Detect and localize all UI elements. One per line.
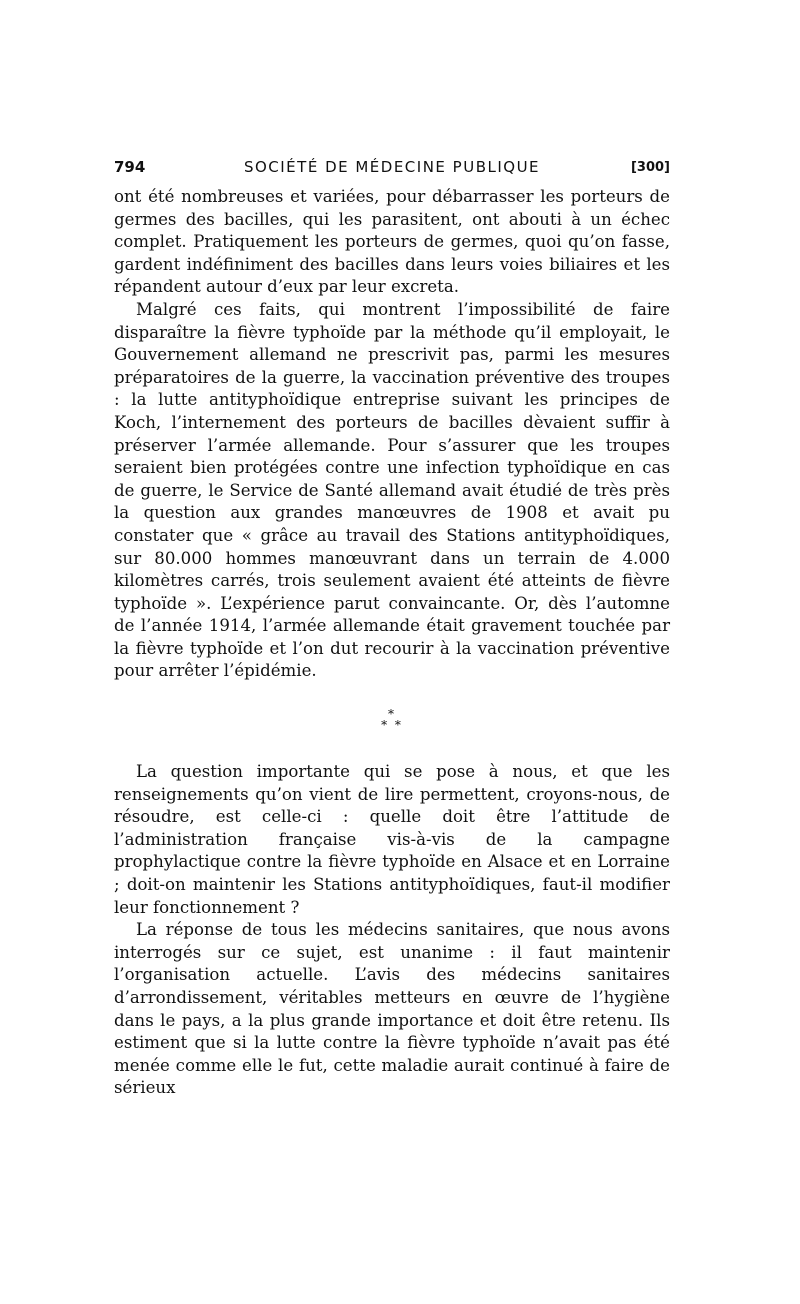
book-page xyxy=(114,158,670,1100)
paragraph-question: La question importante qui se pose à nous, et que les renseignements qu’on vient de lire permettent, croyons-nous, de résoudre, est celle-ci : quelle doit être l’attitude de l’administration française vis-à-vis de la campagne prophylactique contre la fièvre typhoïde en Alsace et en Lorraine ; doit-on maintenir les Stations antityphoïdiques, faut-il modifier leur fonctionnement ? xyxy=(114,762,670,917)
separator-asterisks-bottom: * * xyxy=(381,718,403,733)
paragraph-german-policy: Malgré ces faits, qui montrent l’impossibilité de faire disparaître la fièvre typhoïde par la méthode qu’il employait, le Gouvernement allemand ne prescrivit pas, parmi les mesures préparatoires de la guerre, la vaccination préventive des troupes : la lutte antityphoïdique entreprise suivant les principes de Koch, l’internement des porteurs de bacilles dèvaient suffir à préserver l’armée allemande. Pour s’assurer que les troupes seraient bien protégées contre une infection typhoïdique en cas de guerre, le Service de Santé allemand avait étudié de très près la question aux grandes manœuvres de 1908 et avait pu constater que « grâce au travail des Stations antityphoïdiques, sur 80.000 hommes manœuvrant dans un terrain de 4.000 kilomètres carrés, trois seulement avaient été atteints de fièvre typhoïde ». L’expérience parut convaincante. Or, dès l’automne de l’année 1914, l’armée allemande était gravement touchée par la fièvre typhoïde et l’on dut recourir à la vaccination préventive pour arrêter l’épidémie. xyxy=(114,299,670,681)
section-separator xyxy=(114,709,670,731)
running-title: SOCIÉTÉ DE MÉDECINE PUBLIQUE xyxy=(243,158,541,176)
paragraph-continuation: ont été nombreuses et variées, pour débarrasser les porteurs de germes des bacilles, qui les parasitent, ont abouti à un échec complet. Pratiquement les porteurs de germes, quoi qu’on fasse, gardent indéfiniment des bacilles dans leurs voies biliaires et les répandent autour d’eux par leur excreta. xyxy=(114,187,670,297)
separator-asterisk-top: * xyxy=(388,707,396,722)
paragraph-response: La réponse de tous les médecins sanitaires, que nous avons interrogés sur ce sujet, est unanime : il faut maintenir l’organisation actuelle. L’avis des médecins sanitaires d’arrondissement, véritables metteurs en œuvre de l’hygiène dans le pays, a la plus grande importance et doit être retenu. Ils estiment que si la lutte contre la fièvre typhoïde n’avait pas été menée comme elle le fut, cette maladie aurait continué à faire de sérieux xyxy=(114,920,670,1098)
running-header xyxy=(114,158,670,186)
page-number: 794 xyxy=(114,158,146,176)
bracket-page-number: [300] xyxy=(630,160,670,175)
